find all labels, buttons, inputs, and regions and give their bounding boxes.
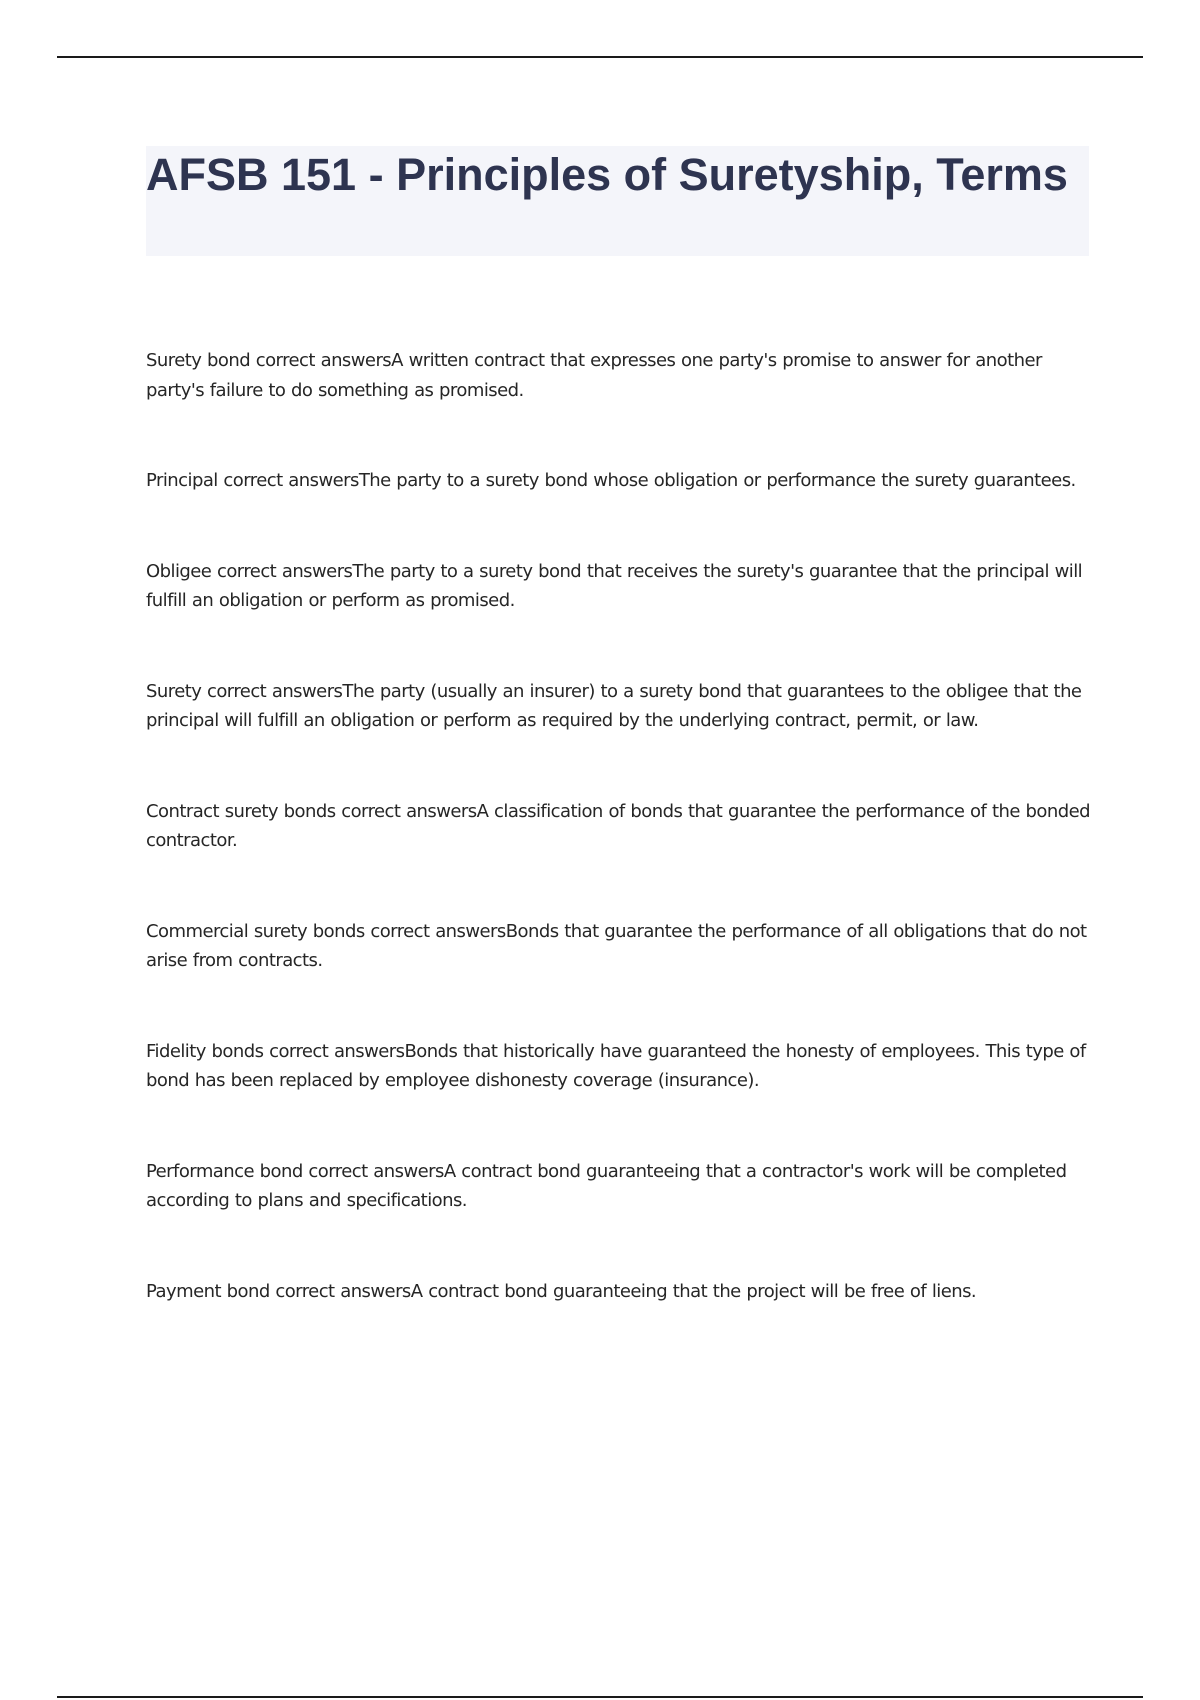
term-item: Surety bond correct answersA written contract that expresses one party's promise to answer for another party's failure to do something as promised. bbox=[146, 350, 1042, 401]
term-item: Contract surety bonds correct answersA classification of bonds that guarantee the performance of the bonded contractor. bbox=[146, 800, 1091, 851]
term-item: Performance bond correct answersA contract bond guaranteeing that a contractor's work will be completed according to plans and specifications. bbox=[146, 1160, 1067, 1211]
page-title: AFSB 151 - Principles of Suretyship, Terms bbox=[146, 149, 1068, 200]
bottom-divider bbox=[57, 1696, 1143, 1698]
terms-list bbox=[146, 346, 1096, 1367]
term-item: Commercial surety bonds correct answersBonds that guarantee the performance of all obligations that do not arise from contracts. bbox=[146, 920, 1087, 971]
term-item: Principal correct answersThe party to a surety bond whose obligation or performance the surety guarantees. bbox=[146, 470, 1076, 491]
top-divider bbox=[57, 56, 1143, 58]
term-item: Surety correct answersThe party (usually an insurer) to a surety bond that guarantees to the obligee that the principal will fulfill an obligation or perform as required by the underlying contract, permit, or law. bbox=[146, 680, 1082, 731]
term-item: Obligee correct answersThe party to a surety bond that receives the surety's guarantee that the principal will fulfill an obligation or perform as promised. bbox=[146, 560, 1083, 611]
term-item: Fidelity bonds correct answersBonds that historically have guaranteed the honesty of employees. This type of bond has been replaced by employee dishonesty coverage (insurance). bbox=[146, 1040, 1086, 1091]
title-banner bbox=[146, 146, 1089, 256]
term-item: Payment bond correct answersA contract bond guaranteeing that the project will be free of liens. bbox=[146, 1280, 977, 1302]
